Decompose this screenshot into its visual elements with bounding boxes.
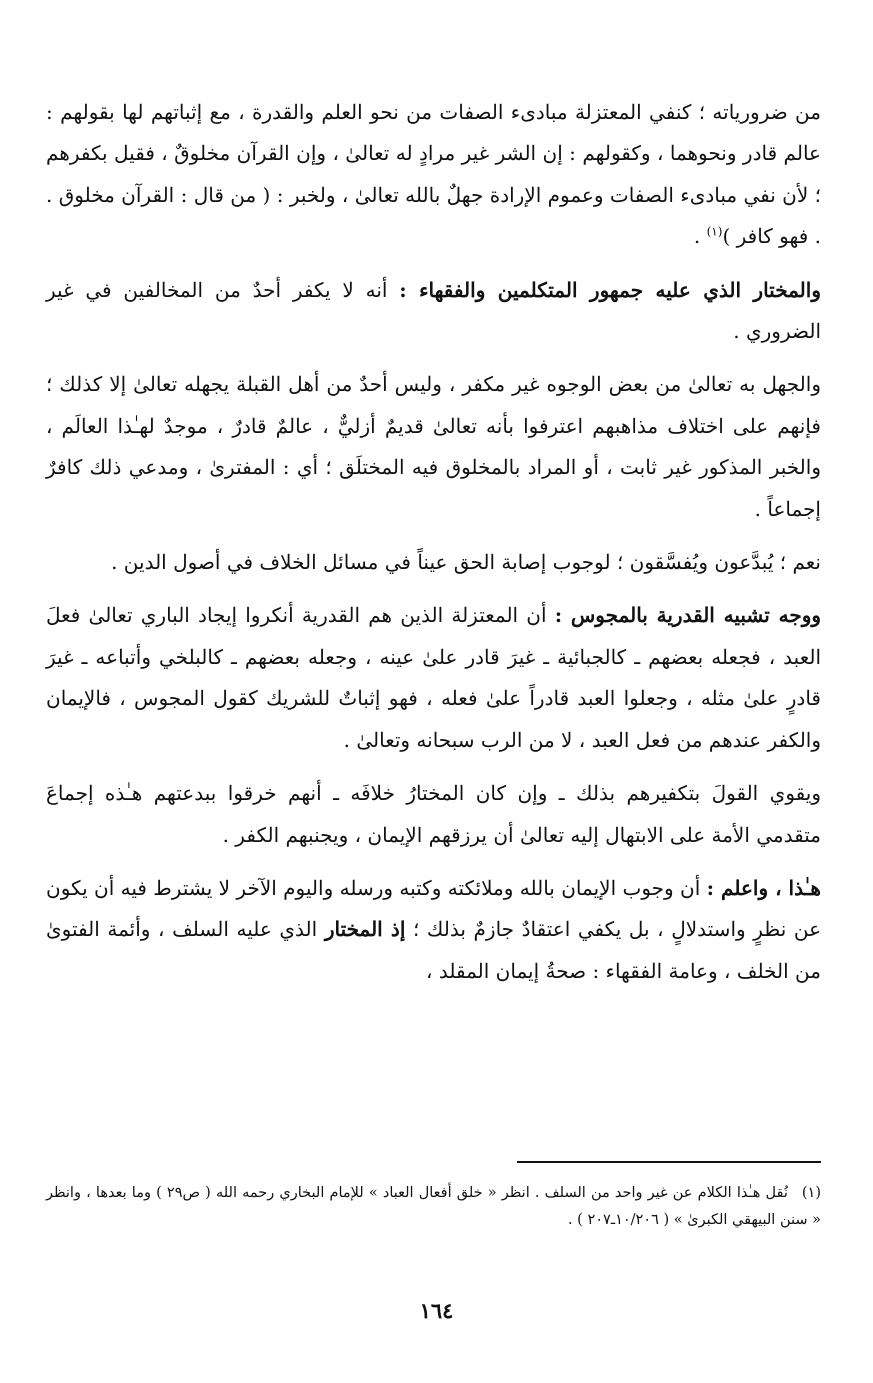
footnotes	[46, 1180, 821, 1234]
paragraph	[46, 270, 821, 353]
footnote-number: (١)	[801, 1185, 821, 1201]
paragraph-text: الذي عليه السلف ، وأئمة الفتوىٰ من الخلف ، وعامة الفقهاء : صحةُ إيمان المقلد ،	[46, 917, 821, 983]
footnote-divider	[517, 1161, 821, 1163]
page-body	[46, 92, 821, 1004]
paragraph-text: من ضرورياته ؛ كنفي المعتزلة مبادىء الصفات من نحو العلم والقدرة ، مع إثباتهم لها بقولهم : عالم قادر ونحوهما ، وكقولهم : إن الشر غير مرادٍ له تعالىٰ ، وإن القرآن مخلوقٌ ، فقيل بكفرهم ؛ لأن نفي مبادىء الصفات وعموم الإرادة جهلٌ بالله تعالىٰ ، ولخبر : ( من قال : القرآن مخلوق . . فهو كافر )	[46, 100, 821, 249]
paragraph-text: أن وجوب الإيمان بالله وملائكته وكتبه ورسله واليوم الآخر لا يشترط فيه أن يكون عن نظرٍ واستدلالٍ ، بل يكفي اعتقادٌ جازمٌ بذلك ؛	[46, 875, 822, 942]
footnote	[46, 1180, 821, 1234]
footnote-text: نُقل هـٰذا الكلام عن غير واحد من السلف . انظر « خلق أفعال العباد » للإمام البخاري رحمه الله ( ص٢٩ ) وما بعدها ، وانظر « سنن البيهقي الكبرىٰ » ( ١٠/٢٠٦ـ٢٠٧ ) .	[46, 1185, 821, 1228]
paragraph	[46, 868, 821, 992]
paragraph-text: .	[693, 224, 707, 249]
bold-lead-text: إذ المختار	[324, 917, 406, 942]
paragraph	[46, 542, 821, 583]
paragraph-text: أن المعتزلة الذين هم القدرية أنكروا إيجاد الباري تعالىٰ فعلَ العبد ، فجعله بعضهم ـ كالجبائية ـ غيرَ قادر علىٰ عينه ، وجعله بعضهم ـ كالبلخي وأتباعه ـ غيرَ قادرٍ علىٰ مثله ، وجعلوا العبد قادراً علىٰ فعله ، فهو إثباتٌ للشريك كقول المجوس ، فالإيمان والكفر عندهم من فعل العبد ، لا من الرب سبحانه وتعالىٰ .	[46, 603, 822, 752]
paragraph-text: أنه لا يكفر أحدٌ من المخالفين في غير الضروري .	[46, 277, 821, 344]
paragraph	[46, 595, 821, 761]
bold-lead-text: هـٰذا ، واعلم :	[706, 875, 821, 900]
footnote-ref[interactable]: (١)	[706, 224, 723, 239]
paragraph	[46, 364, 821, 530]
page-number: ١٦٤	[419, 1298, 454, 1323]
paragraph-text: نعم ؛ يُبدَّعون ويُفسَّقون ؛ لوجوب إصابة الحق عيناً في مسائل الخلاف في أصول الدين .	[111, 550, 821, 575]
paragraph	[46, 92, 821, 258]
paragraph-text: ويقوي القولَ بتكفيرهم بذلك ـ وإن كان المختارُ خلافَه ـ أنهم خرقوا ببدعتهم هـٰذه إجماعَ متقدمي الأمة على الابتهال إليه تعالىٰ أن يرزقهم الإيمان ، ويجنبهم الكفر .	[46, 781, 821, 847]
bold-lead-text: والمختار الذي عليه جمهور المتكلمين والفقهاء :	[399, 277, 821, 302]
paragraph	[46, 773, 821, 856]
paragraph-text: والجهل به تعالىٰ من بعض الوجوه غير مكفر ، وليس أحدٌ من أهل القبلة يجهله تعالىٰ إلا كذلك ؛ فإنهم على اختلاف مذاهبهم اعترفوا بأنه تعالىٰ قديمٌ أزليٌّ ، عالمٌ قادرٌ ، موجدٌ لهـٰذا العالَم ، والخبر المذكور غير ثابت ، أو المراد بالمخلوق فيه المختلَق ؛ أي : المفترىٰ ، ومدعي ذلك كافرٌ إجماعاً .	[46, 372, 821, 521]
bold-lead-text: ووجه تشبيه القدرية بالمجوس :	[554, 603, 822, 628]
